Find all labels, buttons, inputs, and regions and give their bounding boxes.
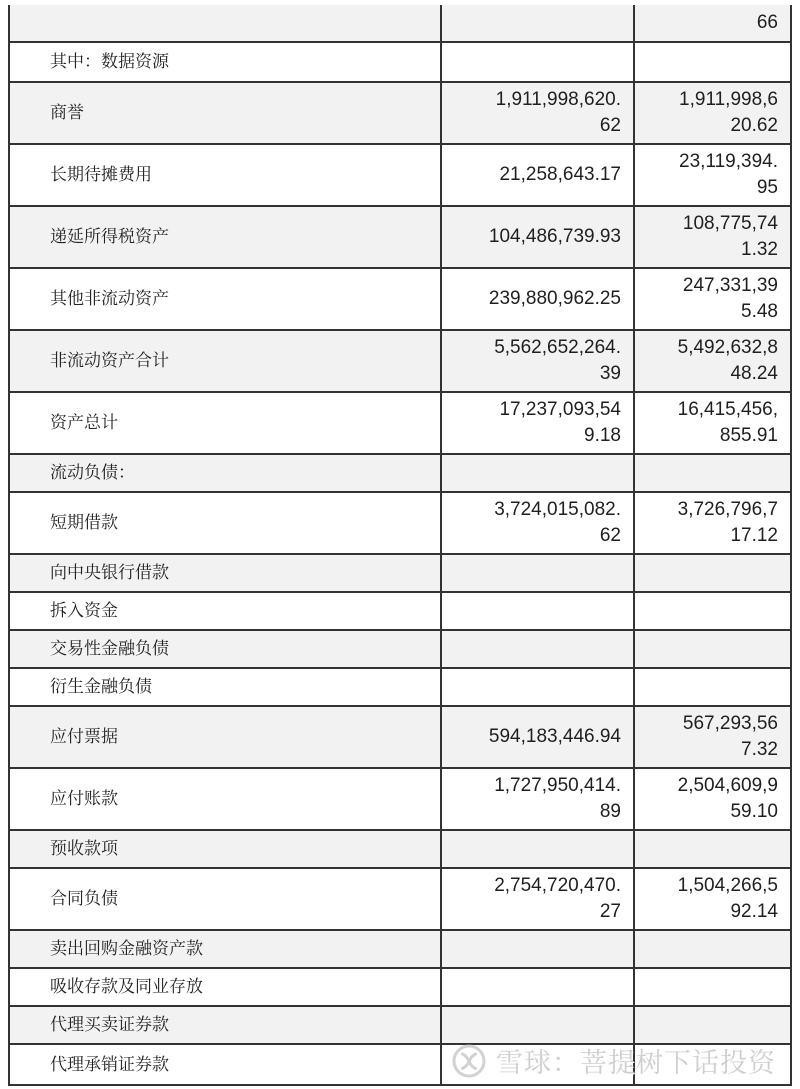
table-row [10,631,790,669]
table-row [10,555,790,593]
value-cell-col1: 17,237,093,549.18 [442,393,635,453]
row-label: 代理买卖证券款 [10,1007,442,1043]
table-row [10,269,790,331]
value-cell-col2 [635,43,790,81]
value-cell-col1: 104,486,739.93 [442,207,635,267]
row-label: 流动负债： [10,455,442,491]
table-row [10,969,790,1007]
table-row [10,593,790,631]
row-label: 交易性金融负债 [10,631,442,667]
table-row [10,455,790,493]
table-row [10,331,790,393]
row-label: 拆入资金 [10,593,442,629]
value-cell-col2: 16,415,456,855.91 [677,399,778,446]
table-row [10,831,790,869]
value-cell-col1: 5,562,652,264.39 [442,331,635,391]
value-cell-col2: 1,911,998,620.62 [679,89,778,136]
value-cell-col2 [635,455,790,491]
row-label: 长期待摊费用 [10,145,442,205]
value-cell-col2: 23,119,394.95 [679,151,778,198]
row-label: 商誉 [10,83,442,143]
balance-sheet-table [8,5,792,1086]
table-row [10,5,790,43]
table-row [10,493,790,555]
value-cell-col2: 2,504,609,959.10 [677,775,778,822]
value-cell-col1 [442,1045,635,1084]
value-cell-col2 [635,969,790,1005]
value-cell-col1: 2,754,720,470.27 [442,869,635,929]
row-label: 短期借款 [10,493,442,553]
row-label: 向中央银行借款 [10,555,442,591]
row-label: 应付账款 [10,769,442,829]
table-row [10,769,790,831]
value-cell-col2 [635,831,790,867]
value-cell-col2: 1,504,266,592.14 [677,875,778,922]
value-cell-col2: 5,492,632,848.24 [677,337,778,384]
row-label: 非流动资产合计 [10,331,442,391]
row-label: 衍生金融负债 [10,669,442,705]
value-cell-col1: 239,880,962.25 [442,269,635,329]
watermark-text: 雪球：菩提树下话投资 [496,1048,776,1078]
value-cell-col2 [635,1045,790,1084]
row-label: 代理承销证券款 [10,1045,442,1084]
value-cell-col1 [442,631,635,667]
value-cell-col1: 1,727,950,414.89 [442,769,635,829]
value-cell-col1 [442,969,635,1005]
table-row [10,869,790,931]
table-row [10,43,790,83]
row-label: 应付票据 [10,707,442,767]
table-row [10,931,790,969]
table-row [10,207,790,269]
value-cell-col2 [635,555,790,591]
value-cell-col1: 21,258,643.17 [442,145,635,205]
value-cell-col2: 247,331,395.48 [682,275,778,322]
value-cell-col1: 1,911,998,620.62 [442,83,635,143]
value-cell-col1 [442,455,635,491]
row-label: 吸收存款及同业存放 [10,969,442,1005]
value-cell-col1 [442,555,635,591]
value-cell-col1 [442,931,635,967]
row-label: 资产总计 [10,393,442,453]
value-cell-col1 [442,5,635,41]
table-row [10,707,790,769]
value-cell-col1 [442,593,635,629]
value-cell-col1 [442,831,635,867]
value-cell-col2: 3,726,796,717.12 [677,499,778,546]
table-row [10,1045,790,1086]
value-cell-col2 [635,593,790,629]
table-row [10,145,790,207]
row-label: 合同负债 [10,869,442,929]
table-row [10,83,790,145]
value-cell-col1: 594,183,446.94 [442,707,635,767]
value-cell-col2 [635,1007,790,1043]
value-cell-col2: 567,293,567.32 [682,713,778,760]
value-cell-col2 [635,669,790,705]
row-label: 卖出回购金融资产款 [10,931,442,967]
row-label: 其中：数据资源 [10,43,442,81]
value-cell-col1 [442,43,635,81]
row-label: 其他非流动资产 [10,269,442,329]
value-cell-col2: 108,775,741.32 [682,213,778,260]
value-cell-col1 [442,669,635,705]
value-cell-col2 [635,631,790,667]
row-label: 递延所得税资产 [10,207,442,267]
table-row [10,1007,790,1045]
row-label: 预收款项 [10,831,442,867]
value-cell-col1: 3,724,015,082.62 [442,493,635,553]
value-cell-col1 [442,1007,635,1043]
value-cell-col2: 66 [756,12,778,33]
row-label [10,5,442,41]
table-row [10,393,790,455]
table-row [10,669,790,707]
value-cell-col2 [635,931,790,967]
